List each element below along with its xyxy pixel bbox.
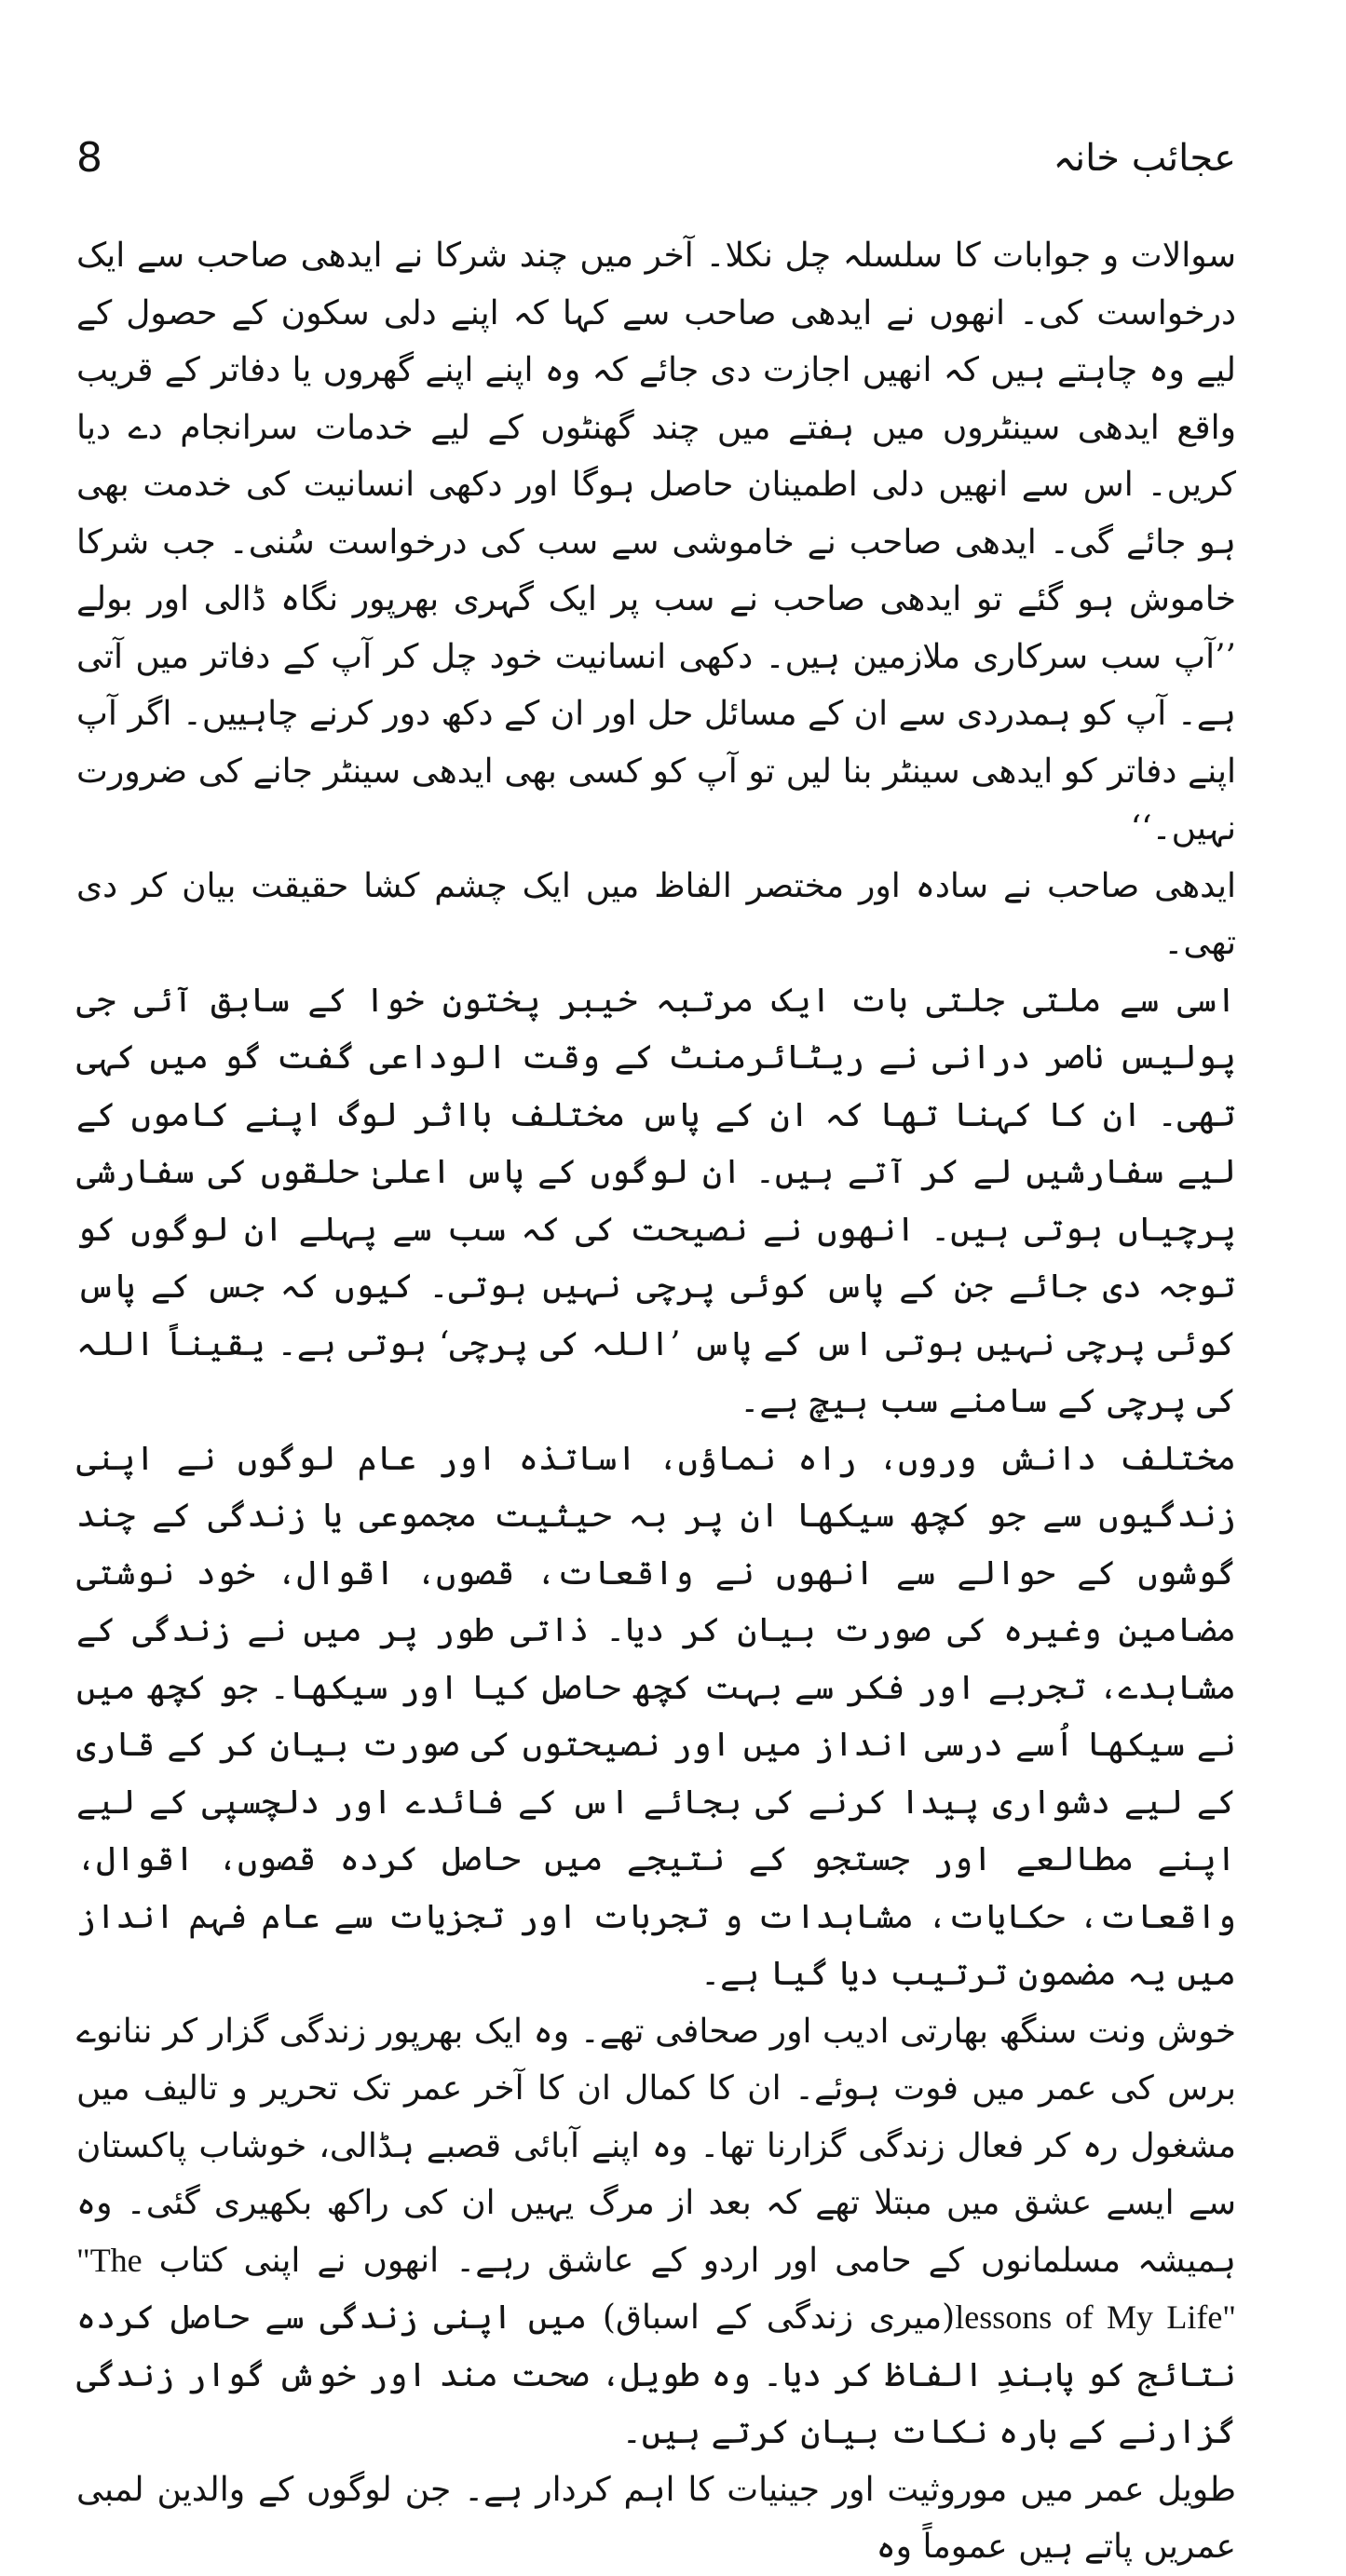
paragraph-khushwant-singh: [76, 2003, 1236, 2461]
paragraph-nasir-durrani: اسی سے ملتی جلتی بات ایک مرتبہ خیبر پختون خوا کے سابق آئی جی پولیس ناصر درانی نے ریٹائرمنٹ کے وقت الوداعی گفت گو میں کہی تھی۔ ان کا کہنا تھا کہ ان کے پاس مختلف بااثر لوگ اپنے کاموں کے لیے سفارشیں لے کر آتے ہیں۔ ان لوگوں کے پاس اعلیٰ حلقوں کی سفارشی پرچیاں ہوتی ہیں۔ انھوں نے نصیحت کی کہ سب سے پہلے ان لوگوں کو توجہ دی جائے جن کے پاس کوئی پرچی نہیں ہوتی۔ کیوں کہ جس کے پاس کوئی پرچی نہیں ہوتی اس کے پاس ’اللہ کی پرچی‘ ہوتی ہے۔ یقیناً اللہ کی پرچی کے سامنے سب ہیچ ہے۔: [76, 981, 1236, 1420]
paragraph-edhi-summary: ایدھی صاحب نے سادہ اور مختصر الفاظ میں ایک چشم کشا حقیقت بیان کر دی تھی۔: [76, 866, 1236, 962]
book-title-english: "The lessons of My Life": [76, 2241, 1236, 2336]
running-title: عجائب خانہ: [1053, 137, 1236, 180]
khushwant-text-continued: میں اپنی زندگی سے حاصل کردہ نتائج کو پابندِ الفاظ کر دیا۔ وہ طویل، صحت مند اور خوش گوار زندگی گزارنے کے بارہ نکات بیان کرتے ہیں۔: [76, 2298, 1236, 2451]
page-header: [76, 130, 1236, 196]
page-number: 8: [76, 134, 102, 182]
body-text: [76, 227, 1236, 2576]
book-title-urdu: (میری زندگی کے اسباق): [602, 2298, 956, 2337]
paragraph-longevity: طویل عمر میں موروثیت اور جینیات کا اہم کردار ہے۔ جن لوگوں کے والدین لمبی عمریں پاتے ہیں عموماً وہ: [76, 2470, 1236, 2566]
khushwant-text: خوش ونت سنگھ بھارتی ادیب اور صحافی تھے۔ وہ ایک بھرپور زندگی گزار کر ننانوے برس کی عمر میں فوت ہوئے۔ ان کا کمال ان کا آخر عمر تک تحریر و تالیف میں مشغول رہ کر فعال زندگی گزارنا تھا۔ وہ اپنے آبائی قصبے ہڈالی، خوشاب پاکستان سے ایسے عشق میں مبتلا تھے کہ بعد از مرگ یہیں ان کی راکھ بکھیری گئی۔ وہ ہمیشہ مسلمانوں کے حامی اور اردو کے عاشق رہے۔ انھوں نے اپنی کتاب: [76, 2012, 1236, 2280]
paragraph-edhi-request: سوالات و جوابات کا سلسلہ چل نکلا۔ آخر میں چند شرکا نے ایدھی صاحب سے ایک درخواست کی۔ انھوں نے ایدھی صاحب سے کہا کہ اپنے دلی سکون کے حصول کے لیے وہ چاہتے ہیں کہ انھیں اجازت دی جائے کہ وہ اپنے اپنے گھروں یا دفاتر کے قریب واقع ایدھی سینٹروں میں ہفتے میں چند گھنٹوں کے لیے خدمات سرانجام دے دیا کریں۔ اس سے انھیں دلی اطمینان حاصل ہوگا اور دکھی انسانیت کی خدمت بھی ہو جائے گی۔ ایدھی صاحب نے خاموشی سے سب کی درخواست سُنی۔ جب شرکا خاموش ہو گئے تو ایدھی صاحب نے سب پر ایک گہری بھرپور نگاہ ڈالی اور بولے ’’آپ سب سرکاری ملازمین ہیں۔ دکھی انسانیت خود چل کر آپ کے دفاتر میں آتی ہے۔ آپ کو ہمدردی سے ان کے مسائل حل اور ان کے دکھ دور کرنے چاہییں۔ اگر آپ اپنے دفاتر کو ایدھی سینٹر بنا لیں تو آپ کو کسی بھی ایدھی سینٹر جانے کی ضرورت نہیں۔‘‘: [76, 237, 1237, 847]
paragraph-author-intro: مختلف دانش وروں، راہ نماؤں، اساتذہ اور عام لوگوں نے اپنی زندگیوں سے جو کچھ سیکھا ان پر بہ حیثیت مجموعی یا زندگی کے چند گوشوں کے حوالے سے انھوں نے واقعات، قصوں، اقوال، خود نوشتی مضامین وغیرہ کی صورت بیان کر دیا۔ ذاتی طور پر میں نے زندگی کے مشاہدے، تجربے اور فکر سے بہت کچھ حاصل کیا اور سیکھا۔ جو کچھ میں نے سیکھا اُسے درسی انداز میں اور نصیحتوں کی صورت بیان کر کے قاری کے لیے دشواری پیدا کرنے کی بجائے اس کے فائدے اور دلچسپی کے لیے اپنے مطالعے اور جستجو کے نتیجے میں حاصل کردہ قصوں، اقوال، واقعات، حکایات، مشاہدات و تجربات اور تجزیات سے عام فہم انداز میں یہ مضمون ترتیب دیا گیا ہے۔: [76, 1439, 1236, 1993]
